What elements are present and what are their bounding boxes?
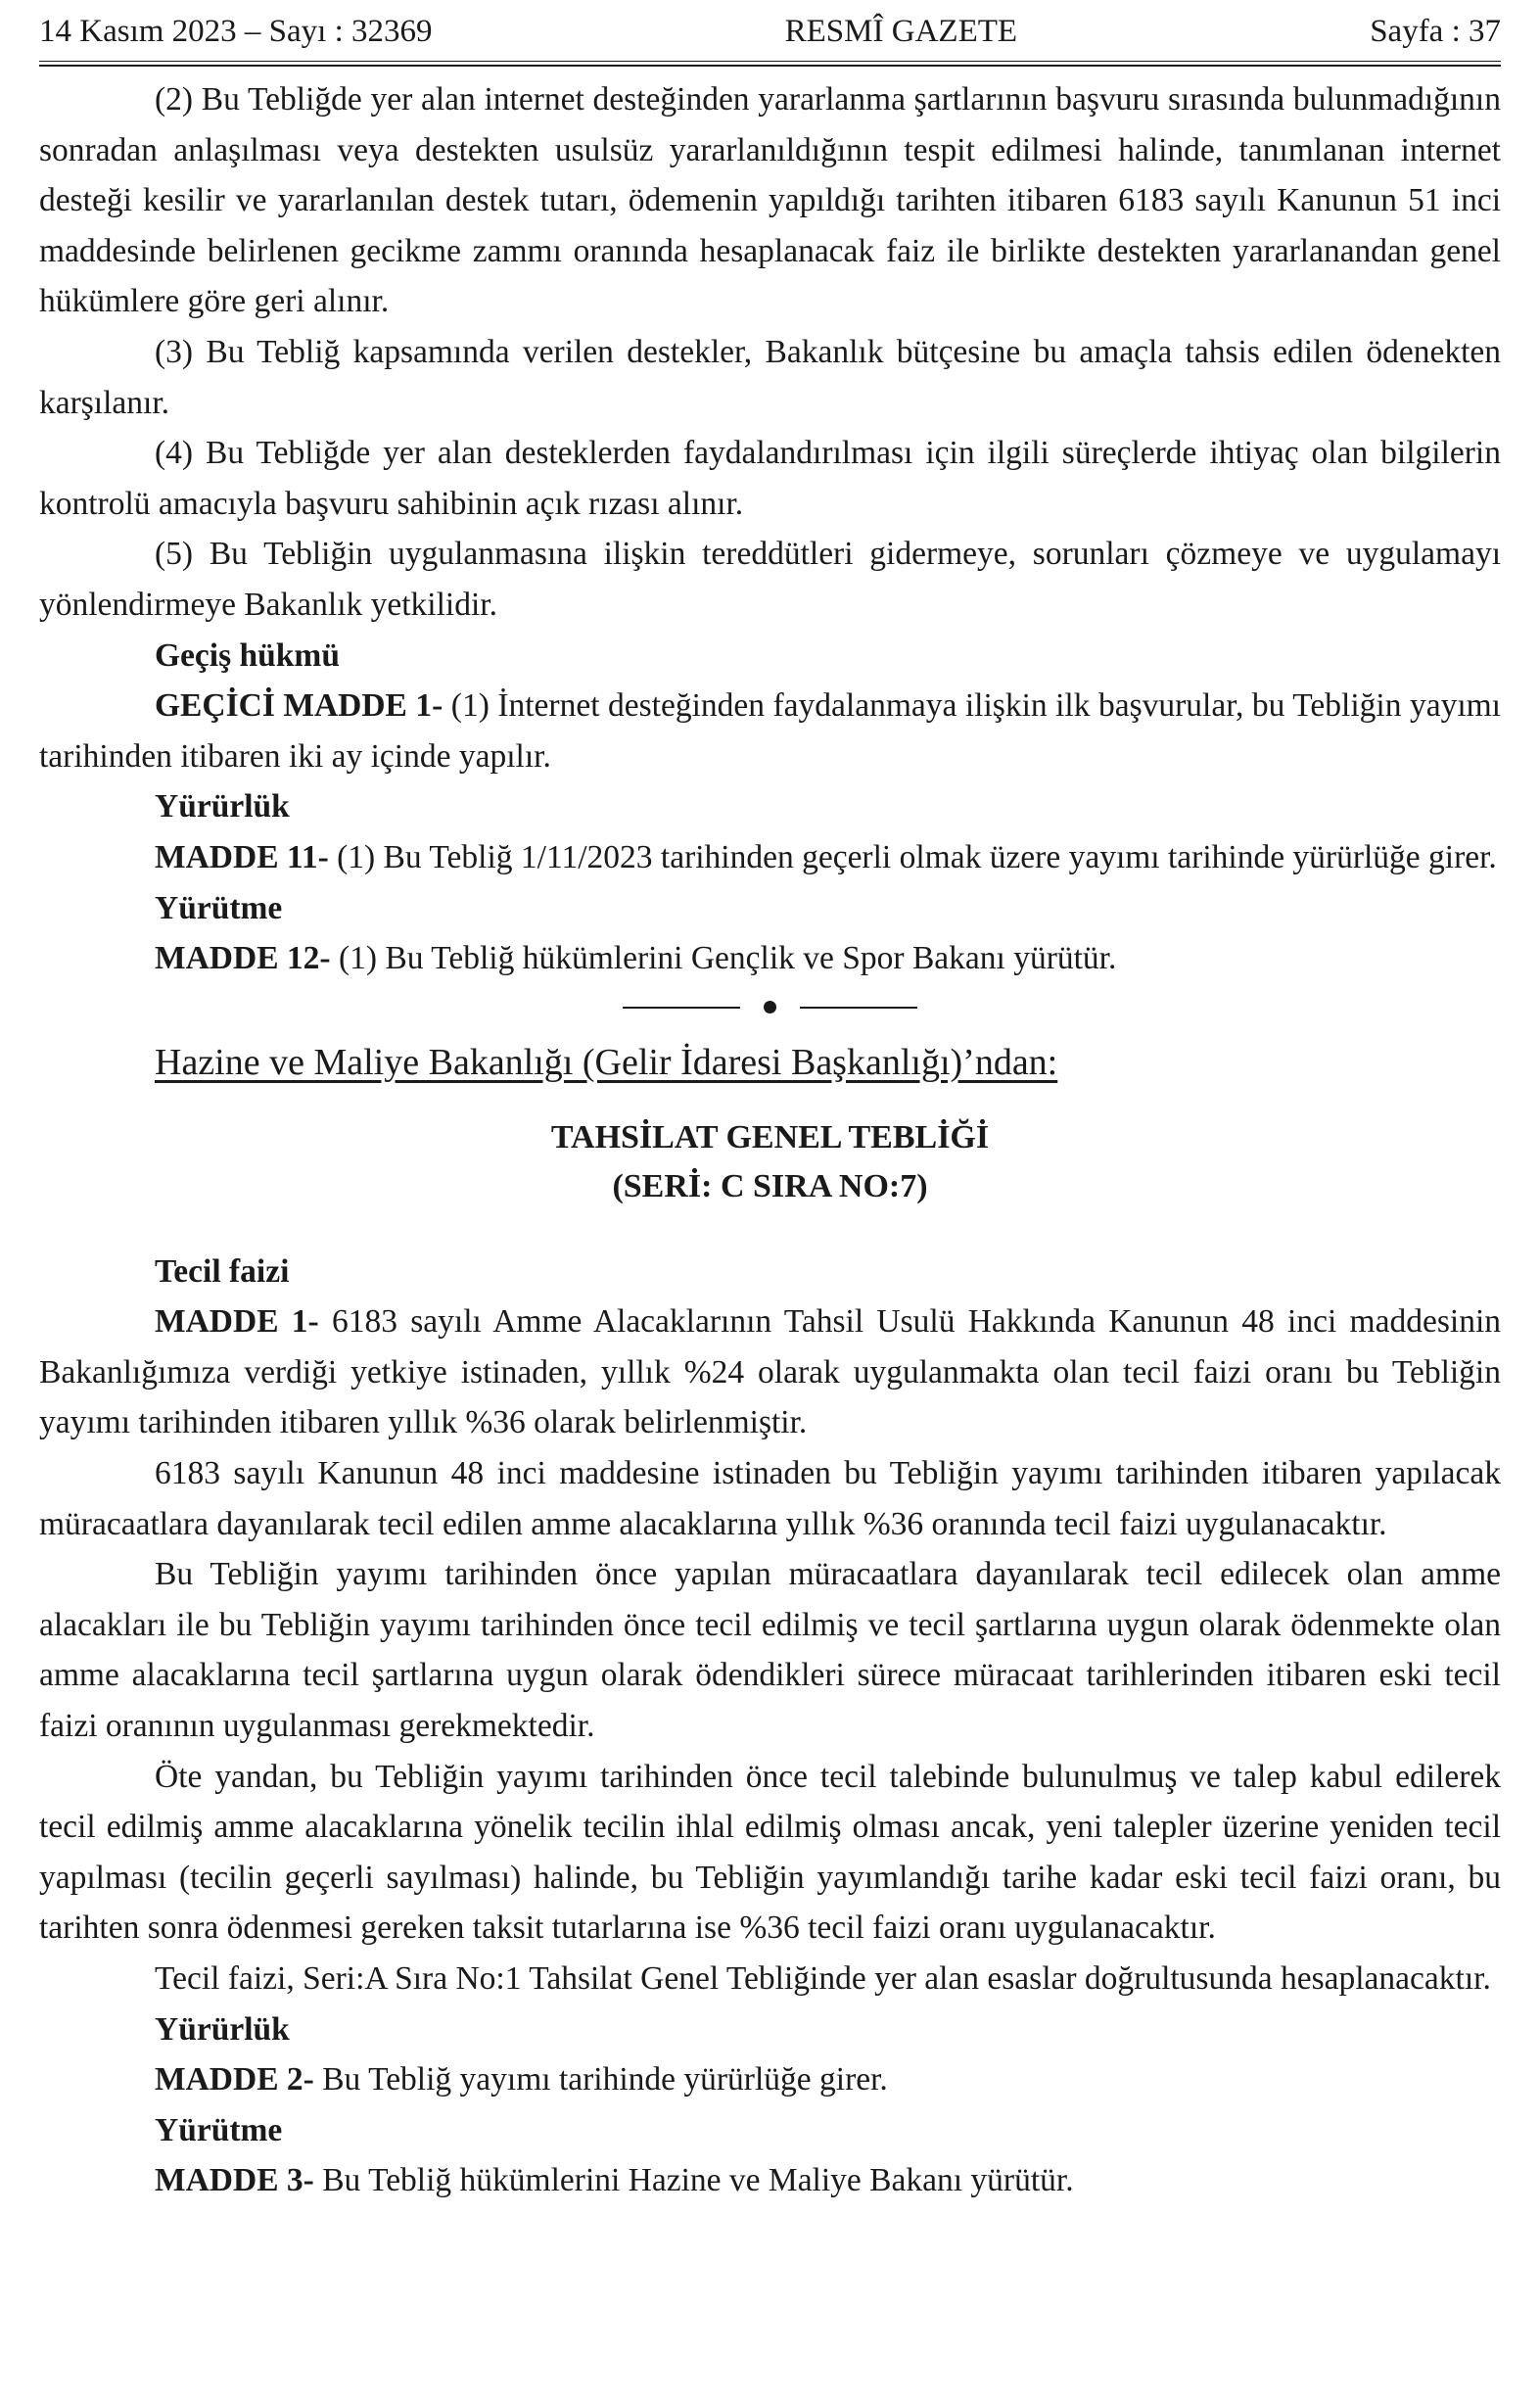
institution-name: Hazine ve Maliye Bakanlığı (Gelir İdaresi Başkanlığı)’ndan:	[155, 1041, 1058, 1083]
article-text: Bu Tebliğ hükümlerini Hazine ve Maliye Bakanı yürütür.	[313, 2162, 1074, 2199]
gazette-name: RESMÎ GAZETE	[784, 14, 1018, 49]
heading-execution: Yürütme	[155, 889, 283, 926]
heading-transition: Geçiş hükmü	[155, 636, 340, 674]
heading-interest: Tecil faizi	[155, 1252, 290, 1290]
header-rule	[39, 61, 1501, 67]
article-2	[39, 2054, 1501, 2105]
title-line-1: TAHSİLAT GENEL TEBLİĞİ	[550, 1118, 990, 1155]
article-3	[39, 2155, 1501, 2206]
paragraph-d: Tecil faizi, Seri:A Sıra No:1 Tahsilat Genel Tebliğinde yer alan esaslar doğrultusunda hesaplanacaktır.	[155, 1960, 1491, 1997]
gazette-page	[39, 0, 1501, 2206]
section-separator	[39, 986, 1501, 1029]
separator-line	[800, 1007, 917, 1009]
article-label: MADDE 11-	[155, 838, 329, 875]
paragraph-4: (4) Bu Tebliğde yer alan desteklerden faydalandırılması için ilgili süreçlerde ihtiyaç olan bilgilerin kontrolü amacıyla başvuru sahibinin açık rızası alınır.	[39, 435, 1501, 522]
article-text: 6183 sayılı Amme Alacaklarının Tahsil Usulü Hakkında Kanunun 48 inci maddesinin Bakanlığımıza verdiği yetkiye istinaden, yıllık %24 olarak uygulanmakta olan tecil faizi oranı bu Tebliğin yayımı tarihinden itibaren yıllık %36 olarak belirlenmiştir.	[39, 1303, 1502, 1441]
paragraph-b: Bu Tebliğin yayımı tarihinden önce yapılan müracaatlara dayanılarak tecil edilecek olan amme alacakları ile bu Tebliğin yayımı tarihinden önce tecil edilmiş ve tecil şartlarına uygun olarak ödenmekte olan amme alacaklarına tecil şartlarına uygun olarak ödendikleri sürece müracaat tarihlerinden itibaren eski tecil faizi oranının uygulanması gerekmektedir.	[39, 1556, 1501, 1745]
article-text: Bu Tebliğ yayımı tarihinde yürürlüğe girer.	[313, 2061, 888, 2098]
heading-effect-2: Yürürlük	[155, 2010, 290, 2048]
article-label: MADDE 12-	[155, 940, 331, 977]
document-body	[39, 74, 1501, 2206]
title-line-2: (SERİ: C SIRA NO:7)	[612, 1167, 928, 1204]
article-11	[39, 832, 1501, 883]
separator-dot	[764, 1001, 776, 1013]
issue-date: 14 Kasım 2023 – Sayı : 32369	[39, 14, 433, 49]
page-number: Sayfa : 37	[1370, 14, 1501, 49]
page-header	[39, 0, 1501, 57]
separator-line	[623, 1007, 740, 1009]
paragraph-3: (3) Bu Tebliğ kapsamında verilen destekler, Bakanlık bütçesine bu amaçla tahsis edilen ödenekten karşılanır.	[39, 333, 1501, 421]
article-transition	[39, 681, 1501, 781]
article-text: (1) Bu Tebliğ 1/11/2023 tarihinden geçerli olmak üzere yayımı tarihinde yürürlüğe girer.	[328, 838, 1497, 875]
article-12	[39, 933, 1501, 984]
paragraph-5: (5) Bu Tebliğin uygulanmasına ilişkin tereddütleri gidermeye, sorunları çözmeye ve uygulamayı yönlendirmeye Bakanlık yetkilidir.	[39, 536, 1501, 623]
article-text: (1) İnternet desteğinden faydalanmaya ilişkin ilk başvurular, bu Tebliğin yayımı tarihinden itibaren iki ay içinde yapılır.	[39, 687, 1501, 775]
article-label: MADDE 2-	[155, 2061, 314, 2098]
article-text: (1) Bu Tebliğ hükümlerini Gençlik ve Spor Bakanı yürütür.	[330, 940, 1117, 977]
heading-execution-2: Yürütme	[155, 2111, 283, 2148]
communique-title	[39, 1113, 1501, 1211]
article-label: MADDE 3-	[155, 2162, 314, 2199]
article-1	[39, 1296, 1501, 1448]
paragraph-c: Öte yandan, bu Tebliğin yayımı tarihinden önce tecil talebinde bulunulmuş ve talep kabul edilerek tecil edilmiş amme alacaklarına yönelik tecilin ihlal edilmiş olması ancak, yeni talepler üzerine yeniden tecil yapılması (tecilin geçerli sayılması) halinde, bu Tebliğin yayımlandığı tarihe kadar eski tecil faizi oranı, bu tarihten sonra ödenmesi gereken taksit tutarlarına ise %36 tecil faizi oranı uygulanacaktır.	[39, 1758, 1501, 1947]
article-label: GEÇİCİ MADDE 1-	[155, 687, 443, 725]
paragraph-a: 6183 sayılı Kanunun 48 inci maddesine istinaden bu Tebliğin yayımı tarihinden itibaren yapılacak müracaatlara dayanılarak tecil edilen amme alacaklarına yıllık %36 oranında tecil faizi uygulanacaktır.	[39, 1455, 1501, 1542]
heading-effect: Yürürlük	[155, 788, 290, 825]
paragraph-2: (2) Bu Tebliğde yer alan internet desteğinden yararlanma şartlarının başvuru sırasında bulunmadığının sonradan anlaşılması veya destekten usulsüz yararlanıldığının tespit edilmesi halinde, tanımlanan internet desteği kesilir ve yararlanılan destek tutarı, ödemenin yapıldığı tarihten itibaren 6183 sayılı Kanunun 51 inci maddesinde belirlenen gecikme zammı oranında hesaplanacak faiz ile birlikte destekten yararlanandan genel hükümlere göre geri alınır.	[39, 81, 1501, 320]
article-label: MADDE 1-	[155, 1303, 319, 1341]
